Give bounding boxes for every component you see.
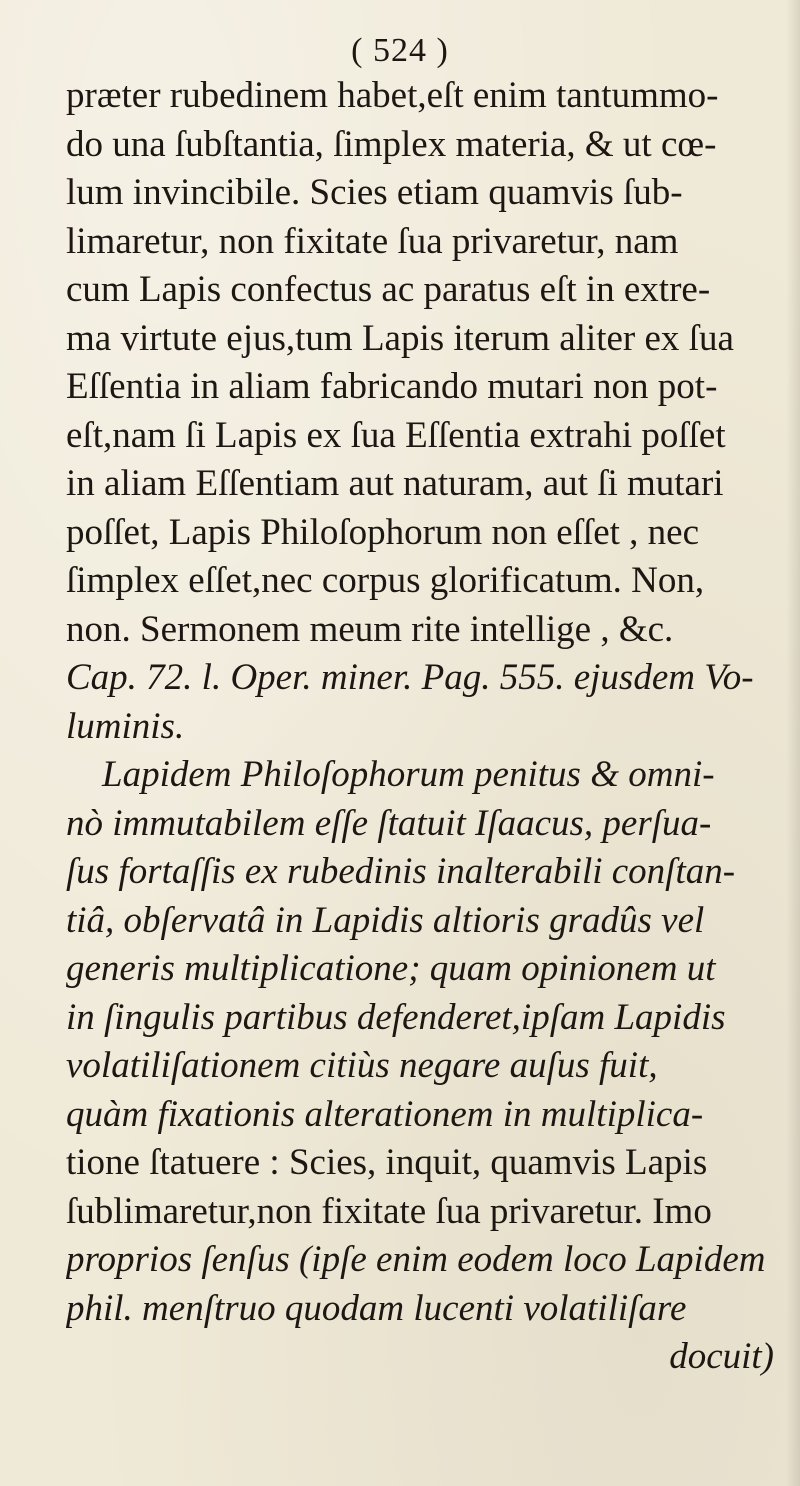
text-line: ſimplex eſſet,nec corpus glorificatum. Non, <box>66 560 705 601</box>
text-line: ma virtute ejus,tum Lapis iterum aliter ex ſua <box>66 317 734 359</box>
commentary-line: phil. menſtruo quodam lucenti volatiliſare <box>66 1287 687 1329</box>
commentary-line: proprios ſenſus (ipſe enim eodem loco Lapidem <box>66 1239 766 1280</box>
commentary-line: ſublimaretur,non fixitate ſua privaretur. Imo <box>66 1190 712 1232</box>
text-line: cum Lapis confectus ac paratus eſt in extre- <box>66 269 711 310</box>
commentary-line: tiâ, obſervatâ in Lapidis altioris gradûs vel <box>66 899 705 941</box>
text-block <box>66 72 794 1382</box>
commentary-line: tione ſtatuere : Scies, inquit, quamvis Lapis <box>66 1142 708 1183</box>
text-line: non. Sermonem meum rite intellige , &c. <box>66 608 674 650</box>
commentary-line: nò immutabilem eſſe ſtatuit Iſaacus, perſua- <box>66 802 712 844</box>
text-line: præter rubedinem habet,eſt enim tantummo- <box>66 75 719 116</box>
citation-line: luminis. <box>66 705 185 747</box>
text-line: eſt,nam ſi Lapis ex ſua Eſſentia extrahi poſſet <box>66 414 726 456</box>
commentary-line: Lapidem Philoſophorum penitus & omni- <box>102 754 715 795</box>
text-line: limaretur, non fixitate ſua privaretur, nam <box>66 220 679 262</box>
text-line: in aliam Eſſentiam aut naturam, aut ſi mutari <box>66 463 724 504</box>
text-line: lum invincibile. Scies etiam quamvis ſub- <box>66 172 683 213</box>
commentary-line: quàm fixationis alterationem in multiplica- <box>66 1093 704 1135</box>
citation-line: Cap. 72. l. Oper. miner. Pag. 555. ejusdem Vo- <box>66 657 754 698</box>
commentary-line: volatiliſationem citiùs negare auſus fuit, <box>66 1045 658 1086</box>
commentary-line: generis multiplicatione; quam opinionem ut <box>66 948 716 989</box>
commentary-line: in ſingulis partibus defenderet,ipſam Lapidis <box>66 996 726 1038</box>
commentary-line: docuit) <box>669 1336 774 1377</box>
text-line: do una ſubſtantia, ſimplex materia, & ut cœ- <box>66 123 717 165</box>
commentary-line: ſus fortaſſis ex rubedinis inalterabili conſtan- <box>66 851 736 892</box>
text-line: Eſſentia in aliam fabricando mutari non pot- <box>66 366 718 407</box>
text-line: poſſet, Lapis Philoſophorum non eſſet , nec <box>66 511 700 553</box>
page-number: ( 524 ) <box>351 32 449 69</box>
